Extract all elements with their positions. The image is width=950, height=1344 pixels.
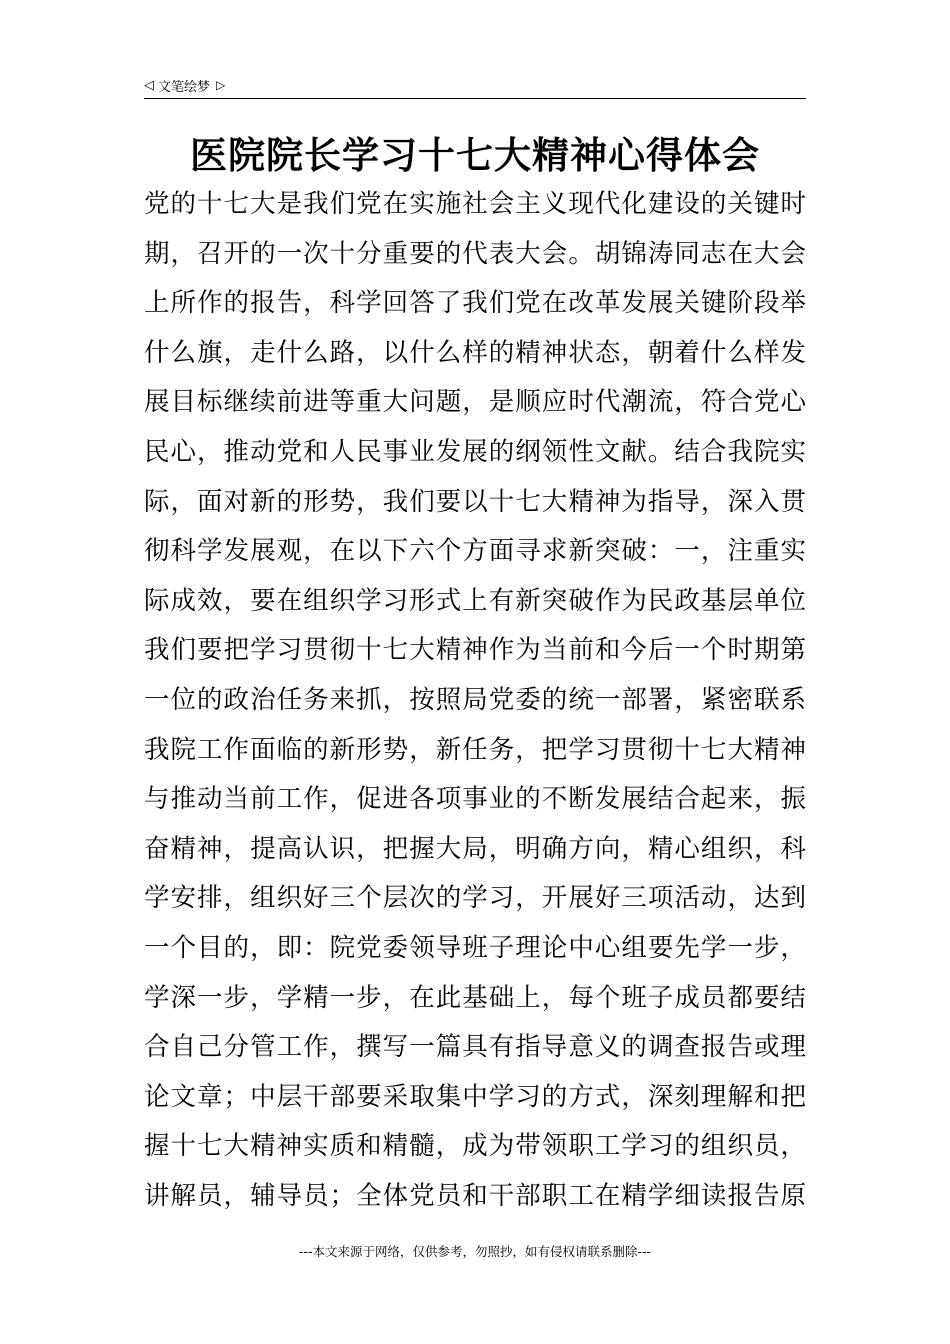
body-line: 讲解员，辅导员；全体党员和干部职工在精学细读报告原 [144, 1180, 806, 1211]
body-line: 学安排，组织好三个层次的学习，开展好三项活动，达到 [144, 883, 806, 914]
body-line: 际成效，要在组织学习形式上有新突破作为民政基层单位 [144, 585, 806, 616]
body-line: 民心，推动党和人民事业发展的纲领性文献。结合我院实 [144, 436, 806, 467]
body-line: 一位的政治任务来抓，按照局党委的统一部署，紧密联系 [144, 684, 806, 715]
body-line: 彻科学发展观，在以下六个方面寻求新突破：一，注重实 [144, 536, 806, 567]
triangle-right-icon: ▷ [216, 78, 226, 92]
triangle-left-icon: ◁ [144, 77, 154, 93]
body-line: 我院工作面临的新形势，新任务，把学习贯彻十七大精神 [144, 734, 806, 765]
page-header [144, 72, 806, 99]
document-body [144, 180, 806, 1221]
body-line: 期，召开的一次十分重要的代表大会。胡锦涛同志在大会 [144, 238, 806, 269]
brand-label: 文笔绘梦 [158, 79, 211, 95]
body-line: 合自己分管工作，撰写一篇具有指导意义的调查报告或理 [144, 1032, 806, 1063]
body-line: 党的十七大是我们党在实施社会主义现代化建设的关键时 [144, 189, 806, 219]
body-line: 与推动当前工作，促进各项事业的不断发展结合起来，振 [144, 784, 806, 815]
document-title: 医院院长学习十七大精神心得体会 [190, 133, 760, 177]
body-line: 握十七大精神实质和精髓，成为带领职工学习的组织员， [144, 1131, 806, 1162]
body-line: 学深一步，学精一步，在此基础上，每个班子成员都要结 [144, 982, 806, 1013]
body-line: 论文章；中层干部要采取集中学习的方式，深刻理解和把 [144, 1081, 806, 1112]
body-line: 我们要把学习贯彻十七大精神作为当前和今后一个时期第 [144, 635, 806, 666]
body-line: 奋精神，提高认识，把握大局，明确方向，精心组织，科 [144, 833, 806, 864]
body-line: 上所作的报告，科学回答了我们党在改革发展关键阶段举 [144, 288, 806, 319]
body-line: 展目标继续前进等重大问题，是顺应时代潮流，符合党心 [144, 387, 806, 418]
body-line: 际，面对新的形势，我们要以十七大精神为指导，深入贯 [144, 486, 806, 517]
body-line: 一个目的，即：院党委领导班子理论中心组要先学一步， [144, 932, 806, 963]
body-line: 什么旗，走什么路，以什么样的精神状态，朝着什么样发 [144, 337, 806, 368]
page-footer: ---本文来源于网络，仅供参考，勿照抄，如有侵权请联系删除--- [298, 1244, 652, 1259]
